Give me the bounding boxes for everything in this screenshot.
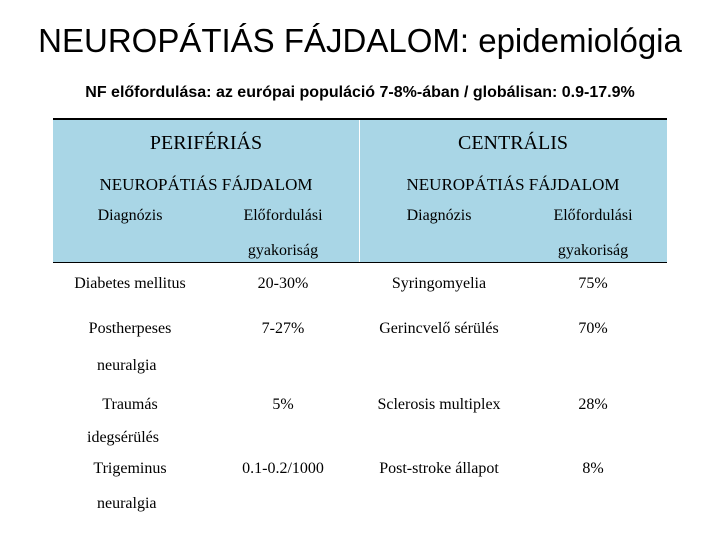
col-header-peripheral-diagnosis: Diagnózis <box>97 207 163 224</box>
row-1-central-diagnosis: Syringomyelia <box>391 275 487 292</box>
row-2-central-frequency: 70% <box>578 320 608 337</box>
col-header-central-diagnosis: Diagnózis <box>406 207 472 224</box>
row-3-peripheral-frequency: 5% <box>272 396 294 413</box>
header-central-subtitle: NEUROPÁTIÁS FÁJDALOM <box>406 175 620 194</box>
col-header-central-frequency: Előfordulási <box>553 207 633 224</box>
page-title: NEUROPÁTIÁS FÁJDALOM: epidemiológia <box>38 22 682 59</box>
row-4-central-diagnosis: Post-stroke állapot <box>379 460 499 477</box>
page-subtitle: NF előfordulása: az európai populáció 7-8%-ában / globálisan: 0.9-17.9% <box>85 84 635 101</box>
row-2-peripheral-diagnosis-2: neuralgia <box>97 357 157 374</box>
row-3-peripheral-diagnosis-2: idegsérülés <box>87 429 159 446</box>
row-1-peripheral-diagnosis: Diabetes mellitus <box>74 275 186 292</box>
header-bottom-rule <box>53 262 667 263</box>
header-peripheral-subtitle: NEUROPÁTIÁS FÁJDALOM <box>99 175 313 194</box>
row-3-central-frequency: 28% <box>578 396 608 413</box>
row-2-peripheral-diagnosis: Postherpeses <box>88 320 172 337</box>
row-4-peripheral-frequency: 0.1-0.2/1000 <box>242 460 324 477</box>
row-4-peripheral-diagnosis: Trigeminus <box>93 460 167 477</box>
col-header-central-frequency-2: gyakoriság <box>557 242 629 259</box>
epidemiology-table <box>53 118 667 538</box>
row-2-peripheral-frequency: 7-27% <box>261 320 305 337</box>
col-header-peripheral-frequency: Előfordulási <box>243 207 323 224</box>
row-2-central-diagnosis: Gerincvelő sérülés <box>379 320 499 337</box>
row-4-peripheral-diagnosis-2: neuralgia <box>97 495 157 512</box>
row-1-central-frequency: 75% <box>578 275 608 292</box>
header-peripheral-title: PERIFÉRIÁS <box>149 132 263 154</box>
row-3-central-diagnosis: Sclerosis multiplex <box>377 396 501 413</box>
col-header-peripheral-frequency-2: gyakoriság <box>247 242 319 259</box>
row-3-peripheral-diagnosis: Traumás <box>102 396 158 413</box>
row-1-peripheral-frequency: 20-30% <box>257 275 309 292</box>
row-4-central-frequency: 8% <box>582 460 604 477</box>
table-top-rule <box>53 118 667 120</box>
header-central-title: CENTRÁLIS <box>458 132 568 154</box>
